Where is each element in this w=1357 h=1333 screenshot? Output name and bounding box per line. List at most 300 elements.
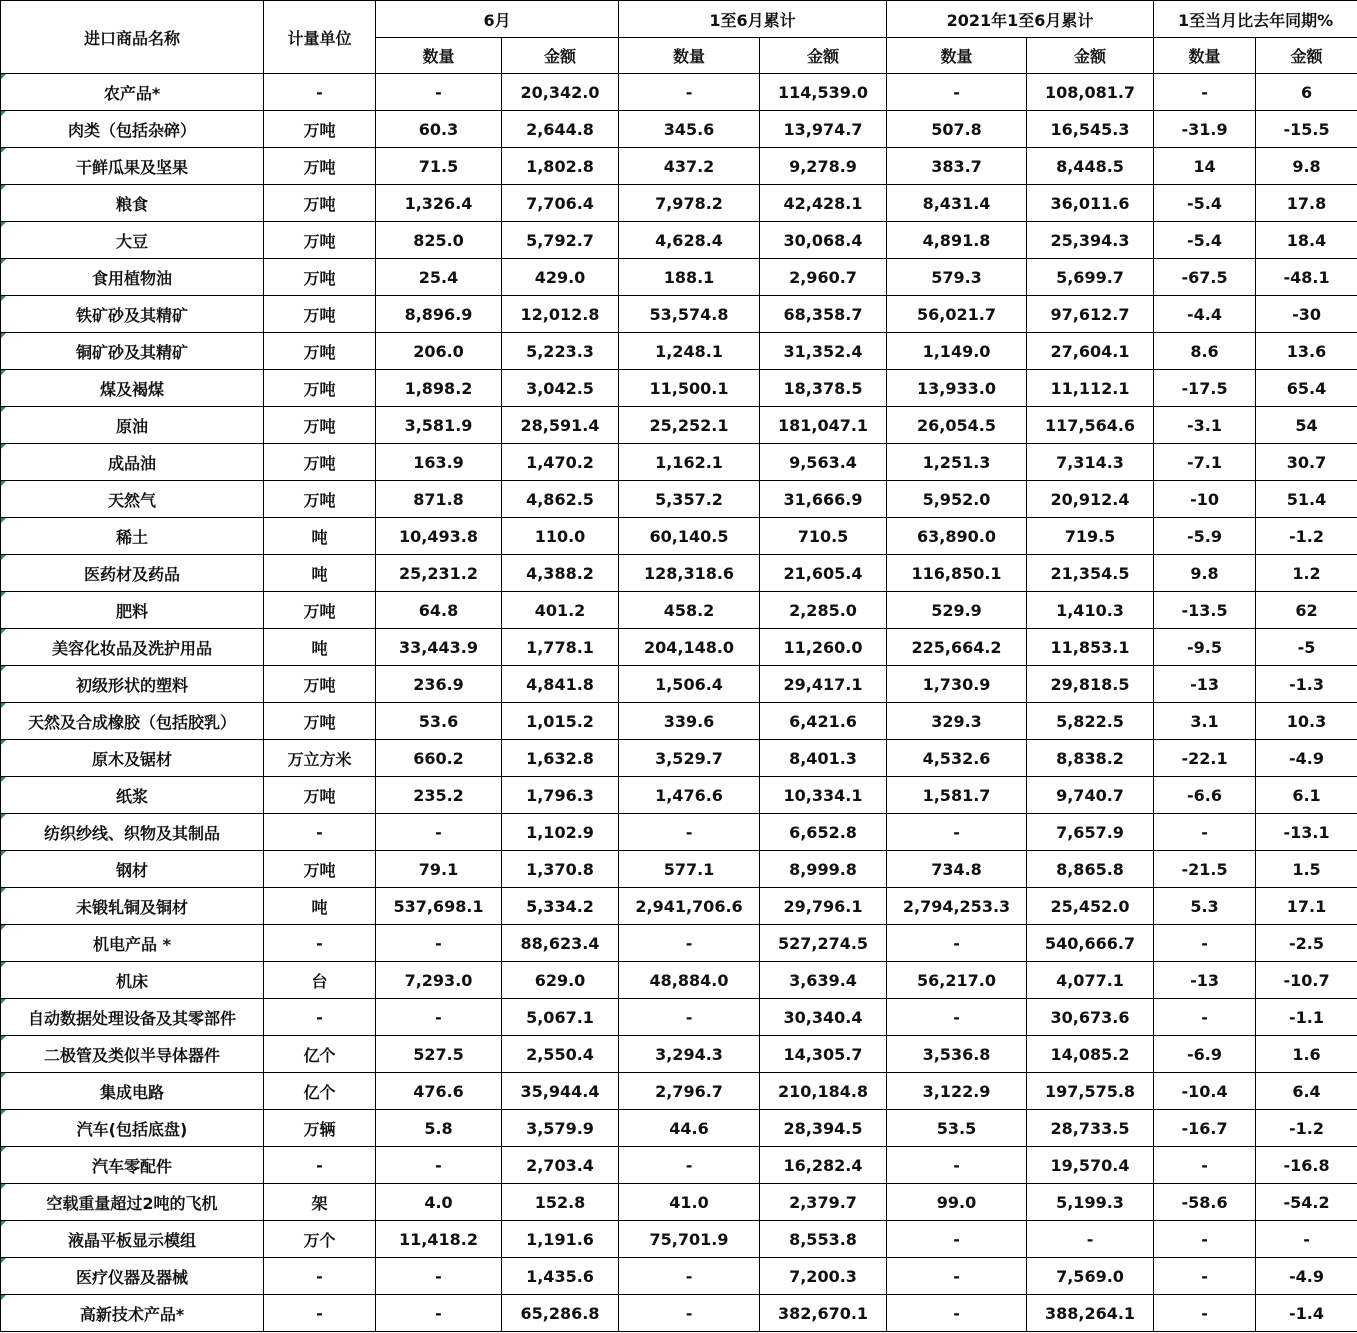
cell-ytd-quantity: 2,796.7 [619, 1073, 760, 1110]
cell-ytd-quantity: 1,506.4 [619, 666, 760, 703]
cell-yoy-quantity: - [1154, 1258, 1256, 1295]
cell-2021-quantity: 734.8 [887, 851, 1027, 888]
cell-june-amount: 152.8 [502, 1184, 619, 1221]
cell-ytd-amount: 6,421.6 [760, 703, 887, 740]
cell-2021-amount: 16,545.3 [1027, 111, 1154, 148]
cell-ytd-amount: 710.5 [760, 518, 887, 555]
cell-june-amount: 1,796.3 [502, 777, 619, 814]
header-sub-quantity: 数量 [887, 38, 1027, 74]
cell-june-quantity: 10,493.8 [376, 518, 502, 555]
cell-ytd-amount: 31,352.4 [760, 333, 887, 370]
cell-ytd-quantity: 11,500.1 [619, 370, 760, 407]
cell-yoy-quantity: -13 [1154, 666, 1256, 703]
cell-ytd-amount: 2,960.7 [760, 259, 887, 296]
cell-yoy-amount: 62 [1256, 592, 1357, 629]
cell-yoy-quantity: -21.5 [1154, 851, 1256, 888]
cell-june-quantity: 163.9 [376, 444, 502, 481]
cell-ytd-amount: 7,200.3 [760, 1258, 887, 1295]
cell-yoy-quantity: 8.6 [1154, 333, 1256, 370]
cell-yoy-amount: -1.2 [1256, 518, 1357, 555]
cell-unit: - [264, 814, 376, 851]
cell-ytd-amount: 14,305.7 [760, 1036, 887, 1073]
cell-june-amount: 1,632.8 [502, 740, 619, 777]
cell-yoy-amount: 1.5 [1256, 851, 1357, 888]
cell-ytd-quantity: 345.6 [619, 111, 760, 148]
cell-2021-quantity: 26,054.5 [887, 407, 1027, 444]
cell-june-amount: 1,015.2 [502, 703, 619, 740]
table-row [1, 518, 1357, 555]
header-group-ytd-2021: 2021年1至6月累计 [887, 1, 1154, 38]
table-row [1, 1184, 1357, 1221]
cell-unit: 万立方米 [264, 740, 376, 777]
cell-ytd-amount: 210,184.8 [760, 1073, 887, 1110]
cell-ytd-amount: 28,394.5 [760, 1110, 887, 1147]
cell-2021-amount: 5,822.5 [1027, 703, 1154, 740]
cell-2021-amount: 9,740.7 [1027, 777, 1154, 814]
cell-yoy-quantity: -9.5 [1154, 629, 1256, 666]
header-row-groups [1, 1, 1357, 38]
cell-yoy-amount: 51.4 [1256, 481, 1357, 518]
cell-2021-quantity: 63,890.0 [887, 518, 1027, 555]
table-row [1, 962, 1357, 999]
cell-ytd-quantity: 60,140.5 [619, 518, 760, 555]
cell-ytd-amount: 16,282.4 [760, 1147, 887, 1184]
cell-yoy-quantity: - [1154, 1295, 1256, 1332]
cell-yoy-quantity: -5.9 [1154, 518, 1256, 555]
cell-2021-quantity: 3,122.9 [887, 1073, 1027, 1110]
cell-ytd-amount: 21,605.4 [760, 555, 887, 592]
cell-name: 液晶平板显示模组 [1, 1221, 264, 1258]
cell-name: 食用植物油 [1, 259, 264, 296]
header-name: 进口商品名称 [1, 1, 264, 74]
cell-unit: 万吨 [264, 333, 376, 370]
cell-yoy-quantity: -10.4 [1154, 1073, 1256, 1110]
cell-yoy-amount: -5 [1256, 629, 1357, 666]
cell-yoy-quantity: -5.4 [1154, 185, 1256, 222]
cell-unit: 万吨 [264, 481, 376, 518]
cell-june-amount: 429.0 [502, 259, 619, 296]
cell-2021-quantity: 4,532.6 [887, 740, 1027, 777]
cell-yoy-amount: 65.4 [1256, 370, 1357, 407]
cell-yoy-amount: -4.9 [1256, 1258, 1357, 1295]
cell-ytd-quantity: 75,701.9 [619, 1221, 760, 1258]
header-group-june: 6月 [376, 1, 619, 38]
cell-june-amount: 3,579.9 [502, 1110, 619, 1147]
header-group-yoy: 1至当月比去年同期% [1154, 1, 1357, 38]
cell-june-quantity: - [376, 74, 502, 111]
header-unit: 计量单位 [264, 1, 376, 74]
cell-2021-quantity: 329.3 [887, 703, 1027, 740]
cell-june-quantity: 71.5 [376, 148, 502, 185]
cell-yoy-amount: -2.5 [1256, 925, 1357, 962]
cell-june-amount: 3,042.5 [502, 370, 619, 407]
cell-ytd-amount: 29,417.1 [760, 666, 887, 703]
cell-june-quantity: 3,581.9 [376, 407, 502, 444]
cell-2021-amount: 97,612.7 [1027, 296, 1154, 333]
cell-unit: 万吨 [264, 407, 376, 444]
cell-ytd-quantity: 1,476.6 [619, 777, 760, 814]
cell-june-amount: 7,706.4 [502, 185, 619, 222]
table-row [1, 407, 1357, 444]
cell-unit: - [264, 925, 376, 962]
cell-name: 天然气 [1, 481, 264, 518]
table-row [1, 185, 1357, 222]
cell-unit: 万吨 [264, 851, 376, 888]
cell-name: 自动数据处理设备及其零部件 [1, 999, 264, 1036]
cell-ytd-quantity: 437.2 [619, 148, 760, 185]
cell-june-amount: 1,370.8 [502, 851, 619, 888]
table-row [1, 666, 1357, 703]
cell-june-amount: 4,841.8 [502, 666, 619, 703]
cell-2021-quantity: - [887, 999, 1027, 1036]
table-row [1, 1221, 1357, 1258]
header-group-ytd: 1至6月累计 [619, 1, 887, 38]
cell-yoy-amount: -1.1 [1256, 999, 1357, 1036]
cell-yoy-quantity: -31.9 [1154, 111, 1256, 148]
cell-2021-amount: 5,699.7 [1027, 259, 1154, 296]
header-sub-quantity: 数量 [1154, 38, 1256, 74]
cell-name: 集成电路 [1, 1073, 264, 1110]
cell-june-quantity: 25.4 [376, 259, 502, 296]
cell-unit: - [264, 999, 376, 1036]
cell-yoy-quantity: -5.4 [1154, 222, 1256, 259]
cell-ytd-amount: 114,539.0 [760, 74, 887, 111]
cell-2021-quantity: - [887, 74, 1027, 111]
cell-yoy-quantity: -16.7 [1154, 1110, 1256, 1147]
cell-ytd-quantity: - [619, 925, 760, 962]
cell-june-quantity: 660.2 [376, 740, 502, 777]
table-row [1, 259, 1357, 296]
cell-name: 高新技术产品* [1, 1295, 264, 1332]
header-sub-amount: 金额 [1256, 38, 1357, 74]
cell-yoy-quantity: 14 [1154, 148, 1256, 185]
table-row [1, 148, 1357, 185]
cell-june-amount: 4,388.2 [502, 555, 619, 592]
cell-june-quantity: - [376, 999, 502, 1036]
cell-june-amount: 2,703.4 [502, 1147, 619, 1184]
cell-june-quantity: 7,293.0 [376, 962, 502, 999]
cell-june-quantity: 871.8 [376, 481, 502, 518]
cell-name: 医药材及药品 [1, 555, 264, 592]
cell-june-quantity: 5.8 [376, 1110, 502, 1147]
cell-2021-quantity: 56,021.7 [887, 296, 1027, 333]
table-row [1, 888, 1357, 925]
table-row [1, 999, 1357, 1036]
cell-june-amount: 401.2 [502, 592, 619, 629]
table-row [1, 555, 1357, 592]
cell-yoy-amount: 6.1 [1256, 777, 1357, 814]
cell-2021-amount: 30,673.6 [1027, 999, 1154, 1036]
cell-june-amount: 1,778.1 [502, 629, 619, 666]
cell-june-quantity: 33,443.9 [376, 629, 502, 666]
cell-name: 空载重量超过2吨的飞机 [1, 1184, 264, 1221]
cell-unit: - [264, 1295, 376, 1332]
cell-unit: 万辆 [264, 1110, 376, 1147]
cell-name: 铁矿砂及其精矿 [1, 296, 264, 333]
table-row [1, 333, 1357, 370]
cell-unit: 万吨 [264, 148, 376, 185]
cell-ytd-amount: 9,278.9 [760, 148, 887, 185]
cell-ytd-amount: 68,358.7 [760, 296, 887, 333]
cell-ytd-quantity: 41.0 [619, 1184, 760, 1221]
cell-june-quantity: 537,698.1 [376, 888, 502, 925]
cell-ytd-quantity: 577.1 [619, 851, 760, 888]
cell-june-quantity: 235.2 [376, 777, 502, 814]
cell-yoy-quantity: 9.8 [1154, 555, 1256, 592]
cell-june-amount: 2,644.8 [502, 111, 619, 148]
cell-yoy-quantity: 5.3 [1154, 888, 1256, 925]
cell-2021-amount: 8,448.5 [1027, 148, 1154, 185]
cell-name: 汽车零配件 [1, 1147, 264, 1184]
cell-2021-amount: - [1027, 1221, 1154, 1258]
cell-name: 汽车(包括底盘) [1, 1110, 264, 1147]
cell-name: 煤及褐煤 [1, 370, 264, 407]
cell-2021-quantity: 507.8 [887, 111, 1027, 148]
cell-june-amount: 1,470.2 [502, 444, 619, 481]
cell-2021-quantity: 1,730.9 [887, 666, 1027, 703]
cell-2021-quantity: 56,217.0 [887, 962, 1027, 999]
cell-ytd-quantity: 204,148.0 [619, 629, 760, 666]
cell-ytd-quantity: 458.2 [619, 592, 760, 629]
cell-yoy-amount: 6.4 [1256, 1073, 1357, 1110]
cell-2021-amount: 27,604.1 [1027, 333, 1154, 370]
cell-2021-quantity: 579.3 [887, 259, 1027, 296]
cell-june-quantity: 236.9 [376, 666, 502, 703]
cell-yoy-quantity: -10 [1154, 481, 1256, 518]
cell-yoy-quantity: 3.1 [1154, 703, 1256, 740]
cell-2021-quantity: - [887, 1258, 1027, 1295]
cell-yoy-amount: 1.2 [1256, 555, 1357, 592]
cell-ytd-amount: 18,378.5 [760, 370, 887, 407]
cell-yoy-quantity: -6.6 [1154, 777, 1256, 814]
cell-2021-amount: 11,112.1 [1027, 370, 1154, 407]
cell-ytd-quantity: 1,162.1 [619, 444, 760, 481]
cell-name: 医疗仪器及器械 [1, 1258, 264, 1295]
cell-ytd-amount: 9,563.4 [760, 444, 887, 481]
cell-name: 铜矿砂及其精矿 [1, 333, 264, 370]
cell-june-quantity: 527.5 [376, 1036, 502, 1073]
cell-june-quantity: 25,231.2 [376, 555, 502, 592]
cell-name: 成品油 [1, 444, 264, 481]
cell-unit: 万吨 [264, 222, 376, 259]
cell-yoy-quantity: -22.1 [1154, 740, 1256, 777]
table-row [1, 592, 1357, 629]
cell-ytd-amount: 11,260.0 [760, 629, 887, 666]
cell-ytd-amount: 10,334.1 [760, 777, 887, 814]
cell-ytd-quantity: - [619, 814, 760, 851]
cell-2021-amount: 540,666.7 [1027, 925, 1154, 962]
cell-ytd-quantity: 1,248.1 [619, 333, 760, 370]
cell-yoy-amount: -10.7 [1256, 962, 1357, 999]
cell-june-quantity: 1,326.4 [376, 185, 502, 222]
cell-2021-quantity: 225,664.2 [887, 629, 1027, 666]
cell-2021-quantity: 529.9 [887, 592, 1027, 629]
cell-name: 原油 [1, 407, 264, 444]
table-row [1, 296, 1357, 333]
cell-2021-amount: 28,733.5 [1027, 1110, 1154, 1147]
table-row [1, 1036, 1357, 1073]
cell-yoy-amount: 6 [1256, 74, 1357, 111]
cell-unit: - [264, 1258, 376, 1295]
cell-june-amount: 5,067.1 [502, 999, 619, 1036]
cell-ytd-amount: 181,047.1 [760, 407, 887, 444]
cell-yoy-quantity: -6.9 [1154, 1036, 1256, 1073]
cell-2021-quantity: - [887, 1147, 1027, 1184]
cell-ytd-amount: 6,652.8 [760, 814, 887, 851]
cell-june-amount: 12,012.8 [502, 296, 619, 333]
cell-name: 纸浆 [1, 777, 264, 814]
cell-ytd-amount: 29,796.1 [760, 888, 887, 925]
cell-unit: 万吨 [264, 259, 376, 296]
cell-ytd-amount: 3,639.4 [760, 962, 887, 999]
cell-ytd-amount: 2,379.7 [760, 1184, 887, 1221]
cell-unit: 万吨 [264, 185, 376, 222]
cell-yoy-amount: -15.5 [1256, 111, 1357, 148]
cell-name: 稀土 [1, 518, 264, 555]
cell-yoy-amount: -1.4 [1256, 1295, 1357, 1332]
cell-ytd-amount: 527,274.5 [760, 925, 887, 962]
table-row [1, 74, 1357, 111]
cell-2021-amount: 21,354.5 [1027, 555, 1154, 592]
cell-june-amount: 28,591.4 [502, 407, 619, 444]
cell-2021-amount: 14,085.2 [1027, 1036, 1154, 1073]
cell-name: 大豆 [1, 222, 264, 259]
cell-yoy-quantity: - [1154, 1147, 1256, 1184]
cell-ytd-amount: 8,999.8 [760, 851, 887, 888]
cell-unit: 万吨 [264, 370, 376, 407]
cell-yoy-quantity: -67.5 [1154, 259, 1256, 296]
cell-unit: 万个 [264, 1221, 376, 1258]
cell-june-quantity: 1,898.2 [376, 370, 502, 407]
cell-yoy-amount: 17.8 [1256, 185, 1357, 222]
cell-2021-amount: 8,838.2 [1027, 740, 1154, 777]
cell-name: 肥料 [1, 592, 264, 629]
cell-june-amount: 20,342.0 [502, 74, 619, 111]
cell-2021-quantity: 8,431.4 [887, 185, 1027, 222]
cell-2021-quantity: - [887, 925, 1027, 962]
cell-unit: 亿个 [264, 1036, 376, 1073]
cell-unit: 台 [264, 962, 376, 999]
cell-name: 原木及锯材 [1, 740, 264, 777]
table-row [1, 925, 1357, 962]
cell-yoy-amount: 30.7 [1256, 444, 1357, 481]
cell-name: 天然及合成橡胶（包括胶乳） [1, 703, 264, 740]
cell-unit: 万吨 [264, 703, 376, 740]
cell-yoy-quantity: -7.1 [1154, 444, 1256, 481]
cell-june-amount: 5,334.2 [502, 888, 619, 925]
cell-june-amount: 1,191.6 [502, 1221, 619, 1258]
table-row [1, 370, 1357, 407]
cell-unit: 万吨 [264, 296, 376, 333]
cell-june-quantity: 64.8 [376, 592, 502, 629]
cell-name: 肉类（包括杂碎） [1, 111, 264, 148]
cell-june-quantity: 8,896.9 [376, 296, 502, 333]
cell-name: 机电产品 * [1, 925, 264, 962]
cell-june-quantity: 825.0 [376, 222, 502, 259]
cell-june-quantity: - [376, 1258, 502, 1295]
cell-unit: 架 [264, 1184, 376, 1221]
cell-name: 纺织纱线、织物及其制品 [1, 814, 264, 851]
cell-ytd-quantity: - [619, 74, 760, 111]
cell-yoy-amount: 18.4 [1256, 222, 1357, 259]
cell-2021-amount: 8,865.8 [1027, 851, 1154, 888]
table-row [1, 740, 1357, 777]
cell-yoy-amount: -1.3 [1256, 666, 1357, 703]
cell-yoy-quantity: -13 [1154, 962, 1256, 999]
cell-ytd-amount: 13,974.7 [760, 111, 887, 148]
table-row [1, 481, 1357, 518]
cell-2021-quantity: 1,251.3 [887, 444, 1027, 481]
cell-ytd-quantity: 188.1 [619, 259, 760, 296]
cell-ytd-amount: 8,553.8 [760, 1221, 887, 1258]
table-row [1, 851, 1357, 888]
cell-ytd-amount: 31,666.9 [760, 481, 887, 518]
cell-ytd-amount: 2,285.0 [760, 592, 887, 629]
cell-2021-quantity: - [887, 814, 1027, 851]
cell-june-amount: 4,862.5 [502, 481, 619, 518]
cell-name: 机床 [1, 962, 264, 999]
table-row [1, 1073, 1357, 1110]
cell-ytd-quantity: - [619, 999, 760, 1036]
cell-ytd-amount: 30,340.4 [760, 999, 887, 1036]
cell-yoy-amount: 17.1 [1256, 888, 1357, 925]
table-row [1, 444, 1357, 481]
cell-unit: 吨 [264, 888, 376, 925]
cell-2021-quantity: 99.0 [887, 1184, 1027, 1221]
cell-yoy-amount: 10.3 [1256, 703, 1357, 740]
cell-2021-quantity: - [887, 1295, 1027, 1332]
cell-unit: 万吨 [264, 666, 376, 703]
cell-ytd-amount: 8,401.3 [760, 740, 887, 777]
cell-2021-quantity: - [887, 1221, 1027, 1258]
cell-june-quantity: 4.0 [376, 1184, 502, 1221]
cell-june-quantity: 206.0 [376, 333, 502, 370]
cell-name: 二极管及类似半导体器件 [1, 1036, 264, 1073]
cell-name: 干鲜瓜果及坚果 [1, 148, 264, 185]
cell-ytd-quantity: 53,574.8 [619, 296, 760, 333]
header-sub-quantity: 数量 [376, 38, 502, 74]
cell-2021-amount: 7,657.9 [1027, 814, 1154, 851]
cell-june-amount: 1,102.9 [502, 814, 619, 851]
header-sub-amount: 金额 [502, 38, 619, 74]
cell-2021-amount: 1,410.3 [1027, 592, 1154, 629]
cell-june-amount: 2,550.4 [502, 1036, 619, 1073]
cell-june-amount: 629.0 [502, 962, 619, 999]
cell-2021-amount: 197,575.8 [1027, 1073, 1154, 1110]
cell-name: 农产品* [1, 74, 264, 111]
cell-2021-amount: 117,564.6 [1027, 407, 1154, 444]
cell-ytd-quantity: - [619, 1147, 760, 1184]
cell-ytd-quantity: 5,357.2 [619, 481, 760, 518]
table-row [1, 222, 1357, 259]
cell-unit: 万吨 [264, 111, 376, 148]
cell-2021-amount: 25,452.0 [1027, 888, 1154, 925]
cell-2021-quantity: 53.5 [887, 1110, 1027, 1147]
cell-yoy-quantity: -13.5 [1154, 592, 1256, 629]
header-sub-amount: 金额 [760, 38, 887, 74]
cell-2021-amount: 11,853.1 [1027, 629, 1154, 666]
cell-unit: - [264, 1147, 376, 1184]
cell-unit: 吨 [264, 518, 376, 555]
cell-yoy-amount: 9.8 [1256, 148, 1357, 185]
cell-ytd-quantity: 2,941,706.6 [619, 888, 760, 925]
cell-unit: 亿个 [264, 1073, 376, 1110]
cell-june-quantity: - [376, 814, 502, 851]
cell-june-amount: 110.0 [502, 518, 619, 555]
cell-2021-amount: 19,570.4 [1027, 1147, 1154, 1184]
cell-yoy-quantity: - [1154, 999, 1256, 1036]
table-row [1, 703, 1357, 740]
